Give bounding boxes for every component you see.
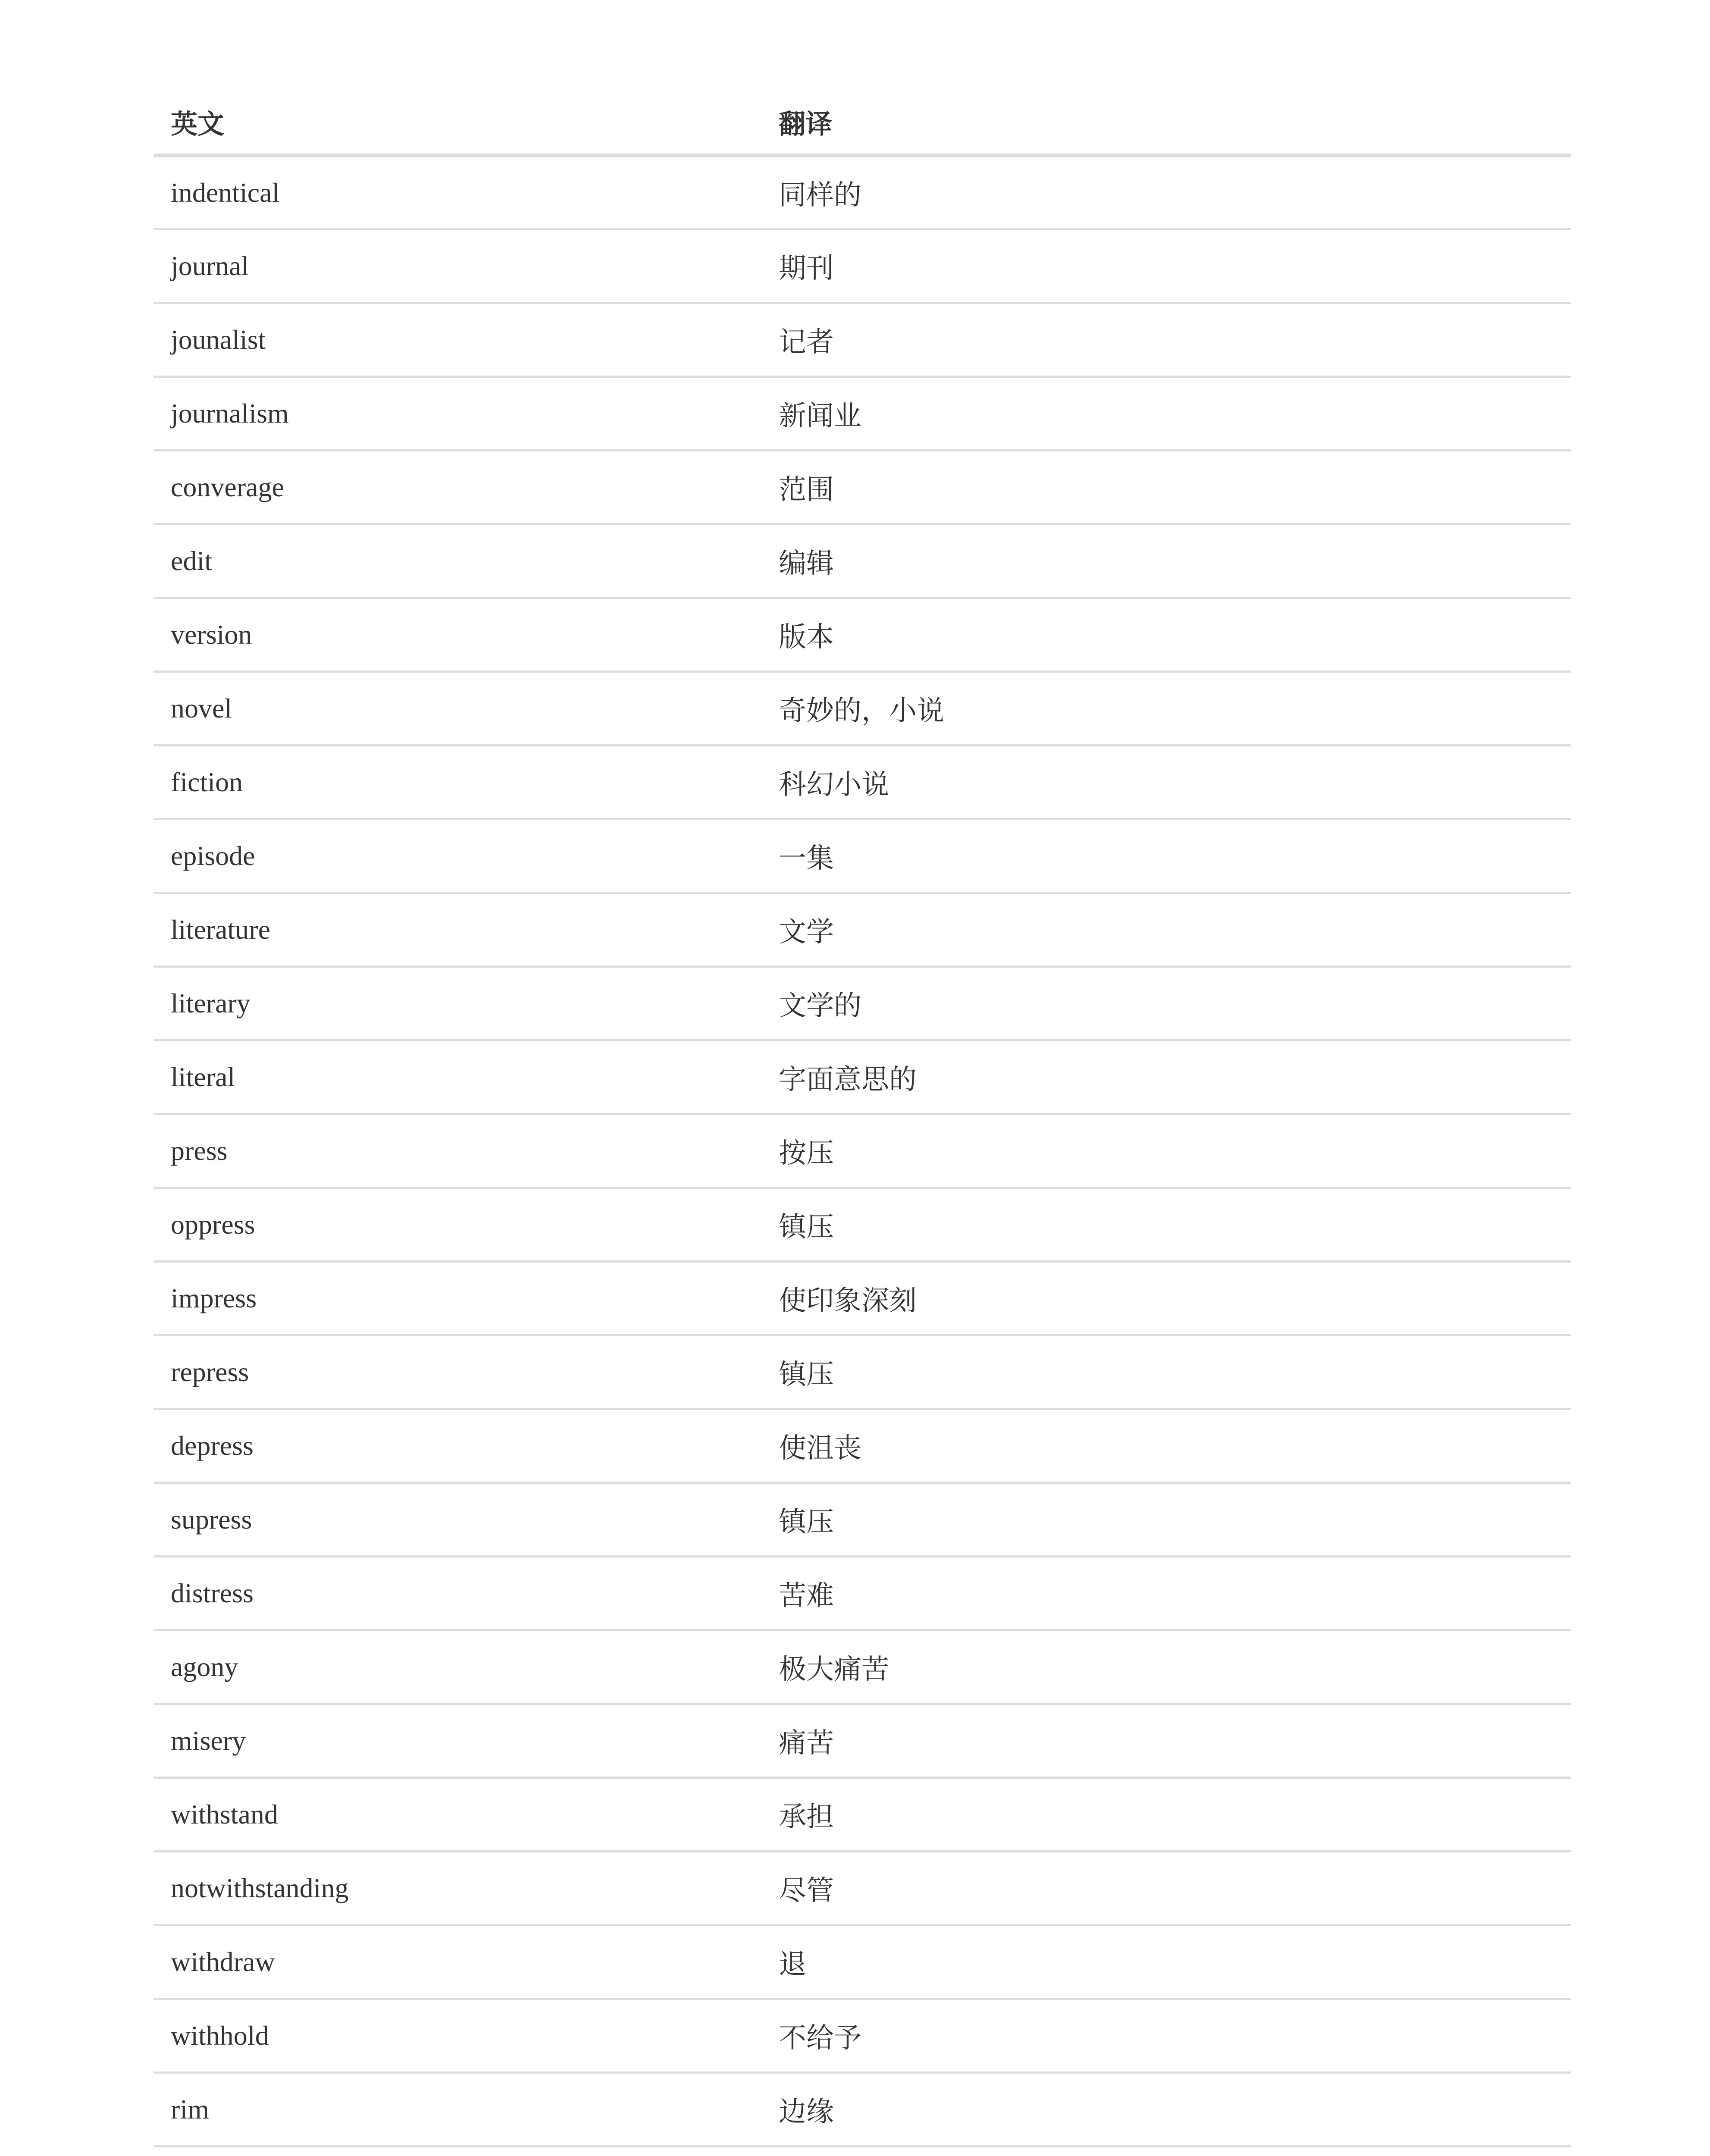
english-word: literal — [153, 1040, 761, 1114]
table-row — [153, 893, 1571, 966]
table-row — [153, 1999, 1571, 2072]
english-word: rim — [153, 2072, 761, 2146]
chinese-translation: 一集 — [761, 819, 1571, 893]
chinese-translation: 同样的 — [761, 155, 1571, 229]
english-word: literary — [153, 966, 761, 1040]
table-row — [153, 450, 1571, 524]
english-word: agony — [153, 1630, 761, 1704]
chinese-translation: 尽管 — [761, 1851, 1571, 1925]
english-word: supress — [153, 1482, 761, 1556]
chinese-translation: 文学 — [761, 893, 1571, 966]
english-word: journal — [153, 229, 761, 303]
document-page — [153, 91, 1571, 2156]
table-row — [153, 1335, 1571, 1409]
chinese-translation: 苦难 — [761, 1556, 1571, 1630]
table-row — [153, 1777, 1571, 1851]
chinese-translation: 记者 — [761, 303, 1571, 376]
table-row — [153, 229, 1571, 303]
english-word: converage — [153, 450, 761, 524]
chinese-translation: 版本 — [761, 598, 1571, 671]
english-word: journalism — [153, 376, 761, 450]
english-word: depress — [153, 1409, 761, 1482]
table-row — [153, 966, 1571, 1040]
english-word: distress — [153, 1556, 761, 1630]
chinese-translation: 字面意思的 — [761, 1040, 1571, 1114]
table-row — [153, 1556, 1571, 1630]
chinese-translation: 期刊 — [761, 229, 1571, 303]
chinese-translation: 新闻业 — [761, 376, 1571, 450]
table-row — [153, 2072, 1571, 2146]
table-row — [153, 2146, 1571, 2156]
table-row — [153, 1261, 1571, 1335]
english-word: novel — [153, 671, 761, 745]
english-word: withstand — [153, 1777, 761, 1851]
chinese-translation: 编辑 — [761, 524, 1571, 598]
vocabulary-table — [153, 91, 1571, 2156]
english-word: impress — [153, 1261, 761, 1335]
chinese-translation: 使印象深刻 — [761, 1261, 1571, 1335]
table-row — [153, 524, 1571, 598]
english-word: press — [153, 1114, 761, 1188]
english-word: repress — [153, 1335, 761, 1409]
chinese-translation: 承担 — [761, 1777, 1571, 1851]
table-row — [153, 1704, 1571, 1777]
table-row — [153, 819, 1571, 893]
header-row — [153, 91, 1571, 155]
chinese-translation: 镇压 — [761, 1482, 1571, 1556]
english-word: jounalist — [153, 303, 761, 376]
chinese-translation: 不给予 — [761, 1999, 1571, 2072]
table-row — [153, 745, 1571, 819]
table-row — [153, 303, 1571, 376]
table-row — [153, 1188, 1571, 1261]
chinese-translation: 边缘 — [761, 2072, 1571, 2146]
table-row — [153, 1040, 1571, 1114]
header-translation: 翻译 — [761, 91, 1571, 155]
chinese-translation: 范围 — [761, 450, 1571, 524]
table-row — [153, 1851, 1571, 1925]
chinese-translation: 镇压 — [761, 1188, 1571, 1261]
chinese-translation: 镇压 — [761, 1335, 1571, 1409]
table-header — [153, 91, 1571, 155]
table-row — [153, 671, 1571, 745]
english-word: withdraw — [153, 1925, 761, 1999]
header-english: 英文 — [153, 91, 761, 155]
table-row — [153, 1925, 1571, 1999]
english-word: edit — [153, 524, 761, 598]
table-body — [153, 155, 1571, 2156]
english-word: withhold — [153, 1999, 761, 2072]
table-row — [153, 1482, 1571, 1556]
chinese-translation: 奇妙的，小说 — [761, 671, 1571, 745]
chinese-translation: 退 — [761, 1925, 1571, 1999]
chinese-translation — [761, 2146, 1571, 2156]
chinese-translation: 极大痛苦 — [761, 1630, 1571, 1704]
chinese-translation: 科幻小说 — [761, 745, 1571, 819]
english-word: oppress — [153, 1188, 761, 1261]
table-row — [153, 376, 1571, 450]
english-word: misery — [153, 1704, 761, 1777]
chinese-translation: 文学的 — [761, 966, 1571, 1040]
english-word: notwithstanding — [153, 1851, 761, 1925]
table-row — [153, 1409, 1571, 1482]
chinese-translation: 痛苦 — [761, 1704, 1571, 1777]
table-row — [153, 1630, 1571, 1704]
english-word — [153, 2146, 761, 2156]
english-word: episode — [153, 819, 761, 893]
english-word: version — [153, 598, 761, 671]
english-word: indentical — [153, 155, 761, 229]
chinese-translation: 按压 — [761, 1114, 1571, 1188]
english-word: literature — [153, 893, 761, 966]
english-word: fiction — [153, 745, 761, 819]
table-row — [153, 155, 1571, 229]
chinese-translation: 使沮丧 — [761, 1409, 1571, 1482]
table-row — [153, 1114, 1571, 1188]
table-row — [153, 598, 1571, 671]
